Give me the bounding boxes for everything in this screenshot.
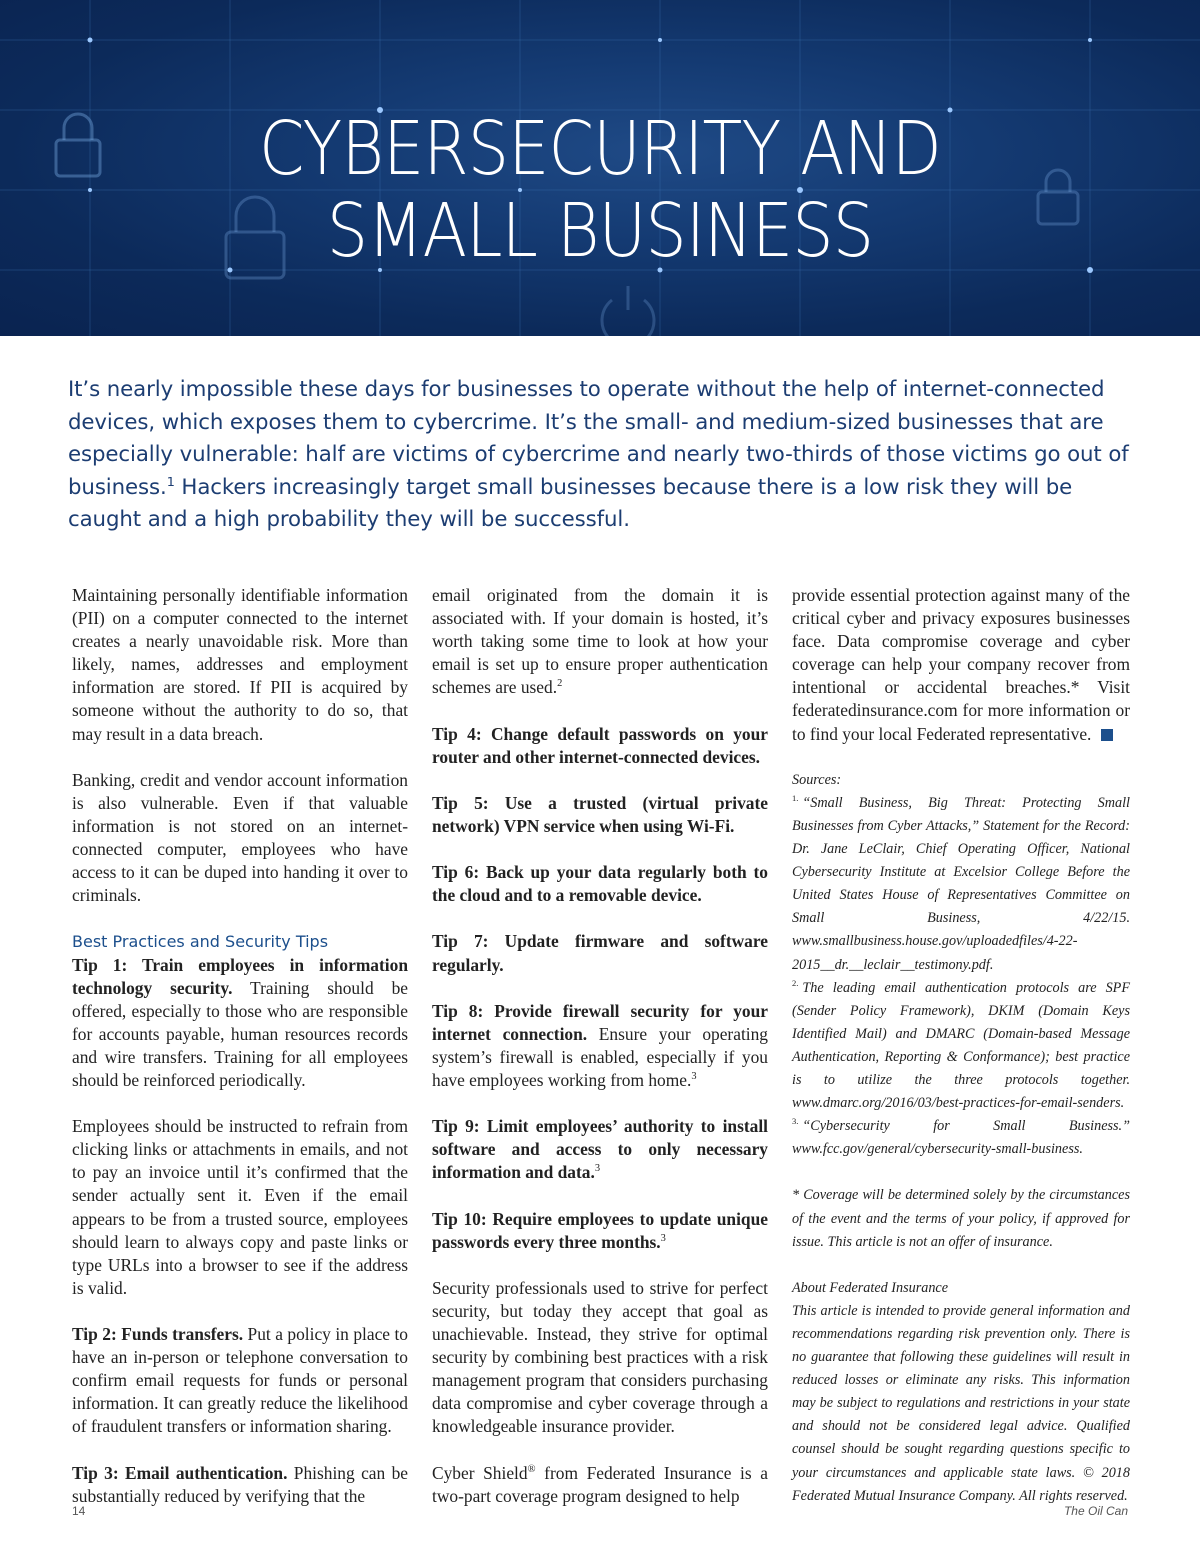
source-text: “Small Business, Big Threat: Protecting Small Businesses from Cyber Attacks,” Statement for the Record: Dr. Jane LeClair, Chief Operating Officer, National Cybersecurity Institute at Excelsior College Before the United States House of Representatives Committee on Small Business, 4/22/15. www.smallbusiness.house.gov/uploadedfiles/4-22-2015__dr.__leclair__testimony.pdf. (792, 794, 1130, 973)
tip-title: Tip 1: Train employees in information technology security. (72, 954, 408, 998)
source-number: 2. (792, 977, 799, 988)
tip-title: Tip 10: Require employees to update unique passwords every three months. (432, 1208, 768, 1252)
body-text: from Federated Insurance is a two-part coverage program designed to help (432, 1462, 769, 1506)
tip-title: Tip 4: Change default passwords on your router and other internet-connected devices. (432, 723, 768, 767)
header-banner (0, 0, 1200, 336)
tip-9 (432, 1115, 768, 1184)
product-name: Cyber Shield (432, 1462, 528, 1483)
column-3 (792, 584, 1130, 1508)
power-icon (602, 286, 654, 336)
lead-paragraph (68, 374, 1132, 537)
tip-text: Ensure your operating system’s firewall is enabled, especially if you have employees working from home. (432, 1023, 768, 1090)
coverage-note: * Coverage will be determined solely by the circumstances of the event and the terms of your policy, if approved for issue. This article is not an offer of insurance. (792, 1187, 1130, 1250)
body-paragraph (432, 584, 768, 699)
tip-title: Tip 8: Provide firewall security for your internet connection. (432, 1000, 768, 1044)
tip-title: Tip 7: Update firmware and software regularly. (432, 931, 768, 975)
tip-text: Training should be offered, especially to those who are responsible for accounts payable, human resources records and wire transfers. Training for all employees should be reinforced periodically. (72, 977, 409, 1090)
body-paragraph: Employees should be instructed to refrain from clicking links or attachments in emails, and not to pay an invoice until it’s confirmed that the sender actually sent it. Even if the email appears to be from a trusted source, employees should learn to always copy and paste links or type URLs into a browser to see if the address is valid. (72, 1116, 408, 1298)
footnote-ref: 3 (660, 1232, 666, 1244)
publication-name: The Oil Can (1063, 1504, 1128, 1518)
source-text: The leading email authentication protocols are SPF (Sender Policy Framework), DKIM (Domain Keys Identified Mail) and DMARC (Domain-based Message Authentication, Reporting & Conformance); best practice is to utilize the three protocols together. www.dmarc.org/2016/03/best-practices-for-email-senders. (792, 979, 1130, 1112)
tip-title: Tip 3: Email authentication. (72, 1462, 288, 1483)
column-2 (432, 584, 768, 1508)
page-number: 14 (72, 1504, 86, 1518)
source-3 (792, 1115, 1130, 1161)
about-label: About Federated Insurance (792, 1279, 949, 1296)
tip-1 (72, 954, 408, 1093)
body-paragraph (792, 584, 1130, 746)
tip-title: Tip 2: Funds transfers. (72, 1324, 244, 1344)
section-heading: Best Practices and Security Tips (72, 932, 329, 952)
source-number: 1. (792, 793, 799, 804)
registered-mark: ® (527, 1463, 536, 1475)
tip-2 (72, 1323, 408, 1438)
article-title-line-1: CYBERSECURITY AND (259, 106, 941, 192)
tip-title: Tip 5: Use a trusted (virtual private network) VPN service when using Wi-Fi. (432, 792, 768, 836)
source-2 (792, 977, 1130, 1116)
about-text: This article is intended to provide general information and recommendations regarding risk prevention only. There is no guarantee that following these guidelines will result in reduced losses or eliminate any risks. This information may be subject to regulations and restrictions in your state and should not be considered legal advice. Qualified counsel should be sought regarding questions specific to your circumstances and applicable state laws. © 2018 Federated Mutual Insurance Company. All rights reserved. (792, 1302, 1130, 1504)
lead-text-a: It’s nearly impossible these days for businesses to operate without the help of internet-connected devices, which exposes them to cybercrime. It’s the small- and medium-sized businesses that are especially vulnerable: half are victims of cybercrime and nearly two-thirds of those victims go out of business. (68, 377, 1129, 500)
footnote-ref: 3 (691, 1071, 697, 1083)
article-title-line-2: SMALL BUSINESS (326, 188, 874, 274)
source-1 (792, 792, 1130, 977)
tip-title: Tip 6: Back up your data regularly both to the cloud and to a removable device. (432, 862, 768, 906)
tip-3 (72, 1462, 408, 1508)
end-of-article-mark (1101, 729, 1113, 741)
tip-text: Phishing can be substantially reduced by verifying that the (72, 1462, 408, 1506)
body-paragraph: Banking, credit and vendor account information is also vulnerable. Even if that valuable information is not stored on an internet-connected computer, employees who have access to it can be duped into handing it over to criminals. (72, 769, 408, 906)
source-text: “Cybersecurity for Small Business.” www.fcc.gov/general/cybersecurity-small-business. (792, 1118, 1130, 1158)
sources-notes (792, 769, 1130, 1508)
tip-5 (432, 792, 768, 838)
column-1 (72, 584, 408, 1508)
tip-7 (432, 930, 768, 976)
body-paragraph: Security professionals used to strive for perfect security, but today they accept that goal as unachievable. Instead, they strive for optimal security by combining best practices with a risk management program that considers purchasing data compromise and cyber coverage through a knowledgeable insurance provider. (432, 1277, 768, 1437)
footnote-ref: 1 (166, 474, 175, 490)
body-text: provide essential protection against many of the critical cyber and privacy exposures businesses face. Data compromise coverage and cyber coverage can help your company recover from intentional or accidental breaches.* Visit federatedinsurance.com for more information or to find your local Federated representative. (792, 585, 1130, 744)
tip-4 (432, 723, 768, 769)
body-paragraph (432, 1462, 768, 1508)
tip-text: Put a policy in place to have an in-person or telephone conversation to confirm email requests for funds or personal information. It can greatly reduce the likelihood of fraudulent transfers or information sharing. (72, 1324, 408, 1437)
body-paragraph: Maintaining personally identifiable information (PII) on a computer connected to the internet creates a nearly unavoidable risk. More than likely, names, addresses and employment information are stored. If PII is acquired by someone without the authority to do so, that may result in a data breach. (72, 585, 408, 744)
article-title (72, 108, 1128, 272)
tip-6 (432, 861, 768, 907)
tip-10 (432, 1208, 768, 1254)
footnote-ref: 2 (557, 678, 563, 690)
sources-label: Sources: (792, 771, 842, 788)
lead-text-b: Hackers increasingly target small businesses because there is a low risk they will be caught and a high probability they will be successful. (68, 474, 1073, 533)
tip-8 (432, 1000, 768, 1092)
source-number: 3. (792, 1116, 799, 1127)
body-text: email originated from the domain it is associated with. If your domain is hosted, it’s worth taking some time to look at how your email is set up to ensure proper authentication schemes are used. (432, 585, 768, 698)
footnote-ref: 3 (594, 1163, 601, 1175)
tip-title: Tip 9: Limit employees’ authority to install software and access to only necessary information and data. (432, 1116, 768, 1183)
